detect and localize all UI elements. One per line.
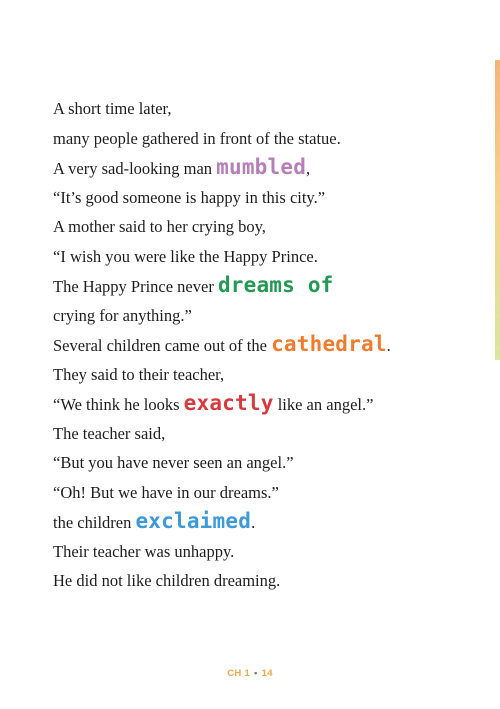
line-text: . — [386, 336, 391, 355]
story-line — [53, 153, 483, 183]
footer-separator: • — [254, 668, 258, 679]
line-text: . — [251, 513, 256, 532]
vocab-word-cathedral: cathedral — [271, 332, 387, 356]
line-text: the children — [53, 513, 136, 532]
story-line — [53, 566, 483, 596]
story-line — [53, 389, 483, 419]
story-line — [53, 242, 483, 272]
vocab-word-mumbled: mumbled — [216, 155, 307, 179]
line-text: “But you have never seen an angel.” — [53, 453, 294, 472]
story-line — [53, 212, 483, 242]
story-line — [53, 301, 483, 331]
line-text: They said to their teacher, — [53, 364, 225, 384]
line-text: A very sad-looking man — [53, 159, 217, 178]
story-line — [53, 124, 483, 154]
line-text: “We think he looks — [53, 395, 184, 414]
story-line — [53, 183, 483, 213]
vocab-word-exclaimed: exclaimed — [135, 509, 252, 533]
story-line — [53, 537, 483, 567]
line-text: , — [306, 159, 311, 178]
line-text: Their teacher was unhappy. — [53, 541, 235, 561]
story-line — [53, 330, 483, 360]
line-text: Several children came out of the — [53, 336, 272, 355]
line-text: “It’s good someone is happy in this city.” — [53, 187, 326, 207]
story-text — [53, 94, 483, 596]
line-text: A short time later, — [53, 99, 172, 118]
line-text: He did not like children dreaming. — [53, 571, 281, 590]
story-line — [53, 507, 483, 537]
story-line — [53, 478, 483, 508]
chapter-label: CH 1 — [227, 668, 251, 679]
line-text: many people gathered in front of the statue. — [53, 128, 341, 148]
line-text: The Happy Prince never — [53, 277, 218, 296]
line-text: like an angel.” — [273, 395, 374, 414]
story-line — [53, 271, 483, 301]
story-line — [53, 94, 483, 124]
vocab-word-exactly: exactly — [183, 391, 274, 415]
line-text: “Oh! But we have in our dreams.” — [53, 482, 279, 502]
page-edge-color-strip — [495, 60, 500, 360]
story-line — [53, 360, 483, 390]
story-line — [53, 419, 483, 449]
story-line — [53, 448, 483, 478]
vocab-word-dreams-of: dreams of — [217, 273, 334, 297]
line-text: The teacher said, — [53, 423, 166, 443]
page-number: 14 — [261, 668, 273, 679]
page-footer — [0, 668, 500, 679]
line-text: crying for anything.” — [53, 305, 192, 325]
line-text: A mother said to her crying boy, — [53, 217, 266, 236]
line-text: “I wish you were like the Happy Prince. — [53, 246, 318, 266]
